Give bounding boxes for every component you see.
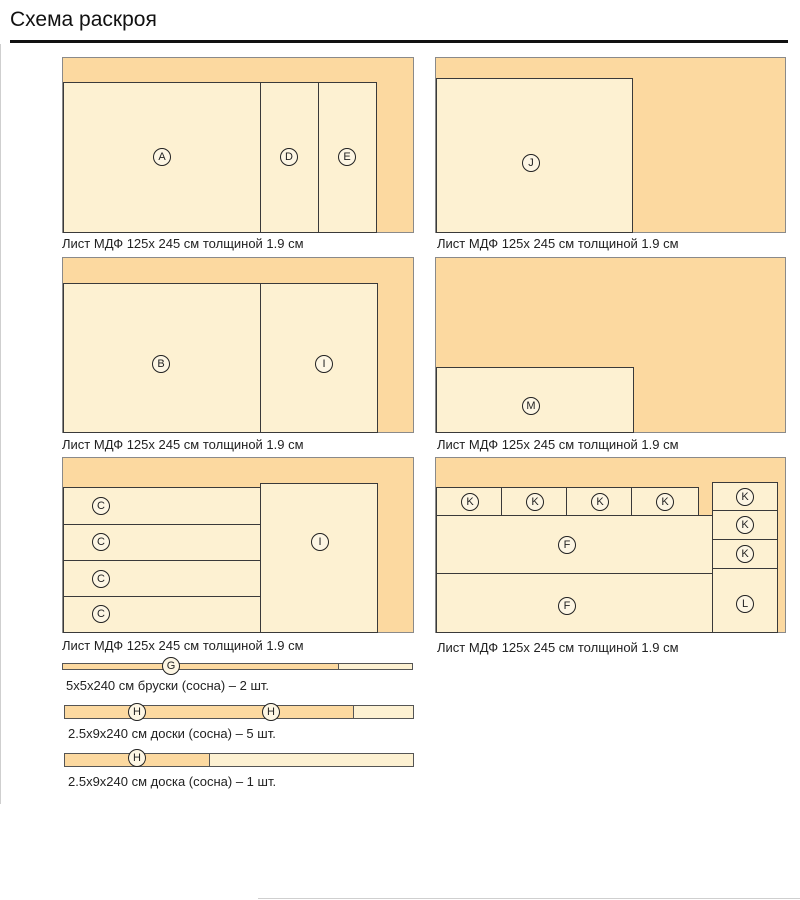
sheet-caption-3: Лист МДФ 125х 245 см толщиной 1.9 см <box>62 437 304 452</box>
part-k-1 <box>436 487 502 516</box>
mdf-sheet-2 <box>435 57 786 233</box>
mdf-sheet-4 <box>435 257 786 433</box>
part-d <box>260 82 319 233</box>
part-label-f: F <box>558 536 576 554</box>
part-c-3 <box>63 560 261 597</box>
part-label-h: H <box>128 749 146 767</box>
part-l <box>712 568 778 633</box>
part-m <box>436 367 634 433</box>
lumber-caption-3: 2.5х9х240 см доска (сосна) – 1 шт. <box>68 774 277 789</box>
part-label-f: F <box>558 597 576 615</box>
part-label-c: C <box>92 533 110 551</box>
part-label-k: K <box>736 488 754 506</box>
part-label-h: H <box>128 703 146 721</box>
part-k-2 <box>501 487 567 516</box>
part-label-g: G <box>162 657 180 675</box>
lumber-caption-1: 5х5х240 см бруски (сосна) – 2 шт. <box>66 678 270 693</box>
part-c-2 <box>63 524 261 561</box>
part-a <box>63 82 261 233</box>
pine-board-stock-1 <box>64 705 414 719</box>
part-f-1 <box>436 515 713 574</box>
left-edge-line <box>0 44 1 804</box>
part-label-i: I <box>315 355 333 373</box>
part-label-m: M <box>522 397 540 415</box>
sheet-caption-2: Лист МДФ 125х 245 см толщиной 1.9 см <box>437 236 679 251</box>
part-label-k: K <box>736 545 754 563</box>
mdf-sheet-3 <box>62 257 414 433</box>
part-k-5 <box>712 482 778 511</box>
part-k-3 <box>566 487 632 516</box>
pine-board-stock-2 <box>64 753 414 767</box>
part-label-b: B <box>152 355 170 373</box>
part-label-e: E <box>338 148 356 166</box>
mdf-sheet-1 <box>62 57 414 233</box>
part-label-i: I <box>311 533 329 551</box>
part-label-c: C <box>92 570 110 588</box>
sheet-caption-1: Лист МДФ 125х 245 см толщиной 1.9 см <box>62 236 304 251</box>
lumber-caption-2: 2.5х9х240 см доски (сосна) – 5 шт. <box>68 726 276 741</box>
part-c-1 <box>63 487 261 525</box>
title-underline <box>10 40 788 43</box>
part-i <box>260 283 378 433</box>
part-b <box>63 283 261 433</box>
pine-bar-stock <box>62 663 413 670</box>
part-label-l: L <box>736 595 754 613</box>
sheet-caption-5: Лист МДФ 125х 245 см толщиной 1.9 см <box>62 638 304 653</box>
mdf-sheet-5 <box>62 457 414 633</box>
part-label-k: K <box>591 493 609 511</box>
part-label-k: K <box>526 493 544 511</box>
part-f-2 <box>436 573 713 633</box>
part-label-h: H <box>262 703 280 721</box>
page-title: Схема раскроя <box>10 8 157 31</box>
part-c-4 <box>63 596 261 633</box>
part-j <box>436 78 633 233</box>
part-k-4 <box>631 487 699 516</box>
part-g <box>63 664 339 669</box>
part-h-2 <box>209 706 354 718</box>
part-label-c: C <box>92 497 110 515</box>
part-k-7 <box>712 539 778 569</box>
sheet-caption-4: Лист МДФ 125х 245 см толщиной 1.9 см <box>437 437 679 452</box>
part-label-k: K <box>656 493 674 511</box>
part-k-6 <box>712 510 778 540</box>
part-e <box>318 82 377 233</box>
part-label-c: C <box>92 605 110 623</box>
part-label-d: D <box>280 148 298 166</box>
sheet-caption-6: Лист МДФ 125х 245 см толщиной 1.9 см <box>437 640 679 655</box>
part-label-j: J <box>522 154 540 172</box>
part-label-k: K <box>736 516 754 534</box>
part-i <box>260 483 378 633</box>
bottom-edge-line <box>258 898 800 899</box>
part-label-a: A <box>153 148 171 166</box>
mdf-sheet-6 <box>435 457 786 633</box>
part-label-k: K <box>461 493 479 511</box>
